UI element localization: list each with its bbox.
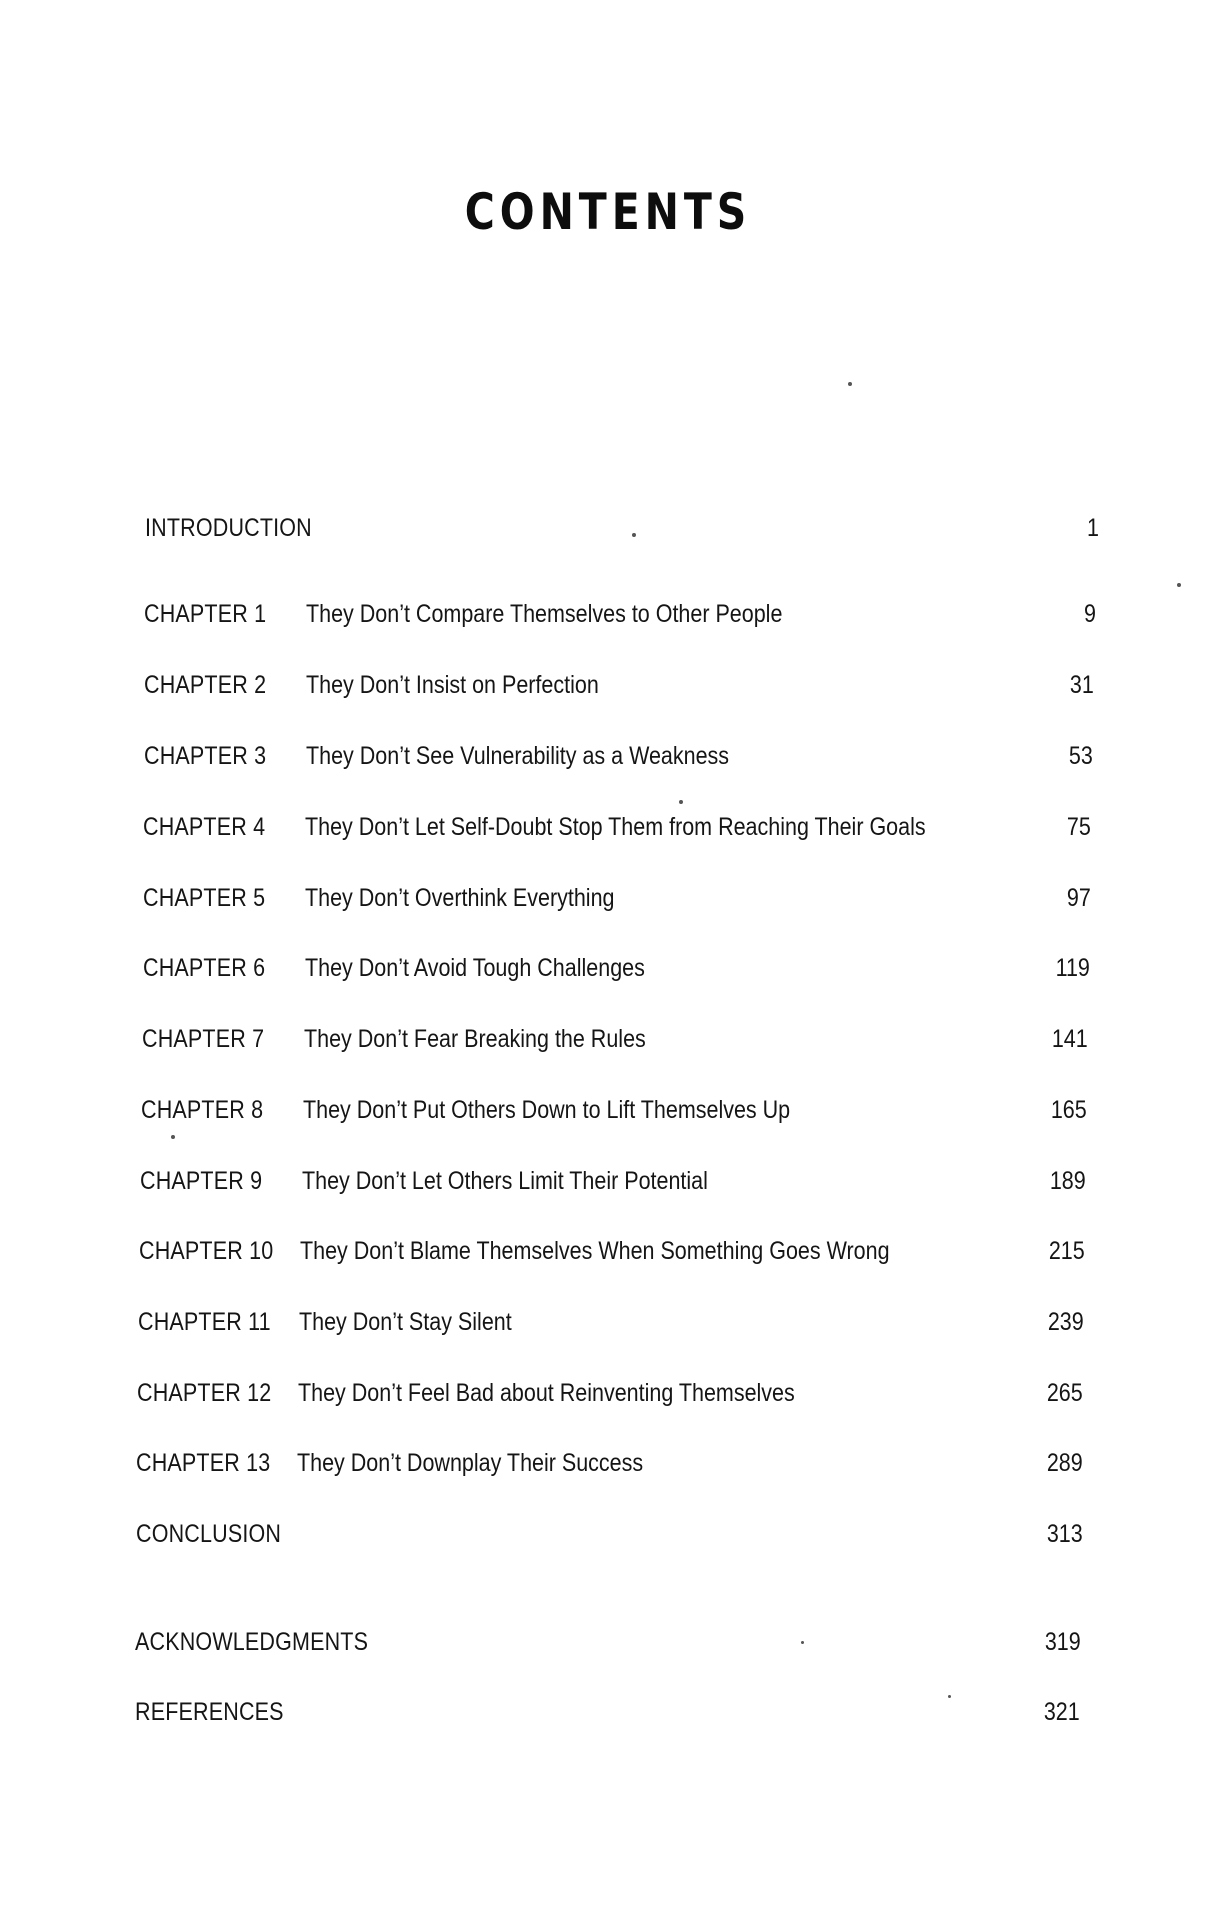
scan-speck [948,1695,951,1698]
entry-label: CHAPTER 10 [139,1237,274,1265]
entry-page-number: 321 [1044,1698,1080,1726]
entry-label: CHAPTER 1 [144,600,267,628]
entry-label: CHAPTER 6 [143,954,266,982]
entry-page-number: 75 [1067,813,1091,841]
entry-label: CHAPTER 7 [142,1025,265,1053]
entry-page-number: 141 [1052,1025,1088,1053]
entry-page-number: 239 [1048,1308,1084,1336]
entry-page-number: 313 [1047,1520,1083,1548]
entry-label: CHAPTER 4 [143,813,266,841]
entry-title: They Don’t Downplay Their Success [297,1449,644,1477]
entry-title: They Don’t Put Others Down to Lift Themselves Up [303,1096,791,1124]
toc-entry-chapter-9 [0,1161,1216,1201]
entry-page-number: 53 [1069,742,1093,770]
entry-title: They Don’t Avoid Tough Challenges [305,954,645,982]
entry-title: They Don’t Blame Themselves When Something Goes Wrong [300,1237,890,1265]
entry-page-number: 119 [1055,954,1090,982]
entry-page-number: 1 [1087,514,1099,542]
toc-entry-chapter-1 [0,594,1216,634]
toc-entry-references [0,1692,1216,1732]
entry-label: CONCLUSION [136,1520,282,1548]
scan-speck [801,1641,804,1644]
toc-entry-chapter-12 [0,1373,1216,1413]
toc-entry-chapter-3 [0,736,1216,776]
entry-title: They Don’t Feel Bad about Reinventing Themselves [298,1379,795,1407]
entry-page-number: 189 [1050,1167,1086,1195]
entry-label: CHAPTER 2 [144,671,267,699]
scan-speck [1177,583,1181,587]
entry-label: CHAPTER 5 [143,884,266,912]
entry-title: They Don’t See Vulnerability as a Weakness [306,742,730,770]
entry-title: They Don’t Insist on Perfection [306,671,599,699]
entry-page-number: 265 [1047,1379,1083,1407]
entry-title: They Don’t Let Others Limit Their Potential [302,1167,708,1195]
entry-label: CHAPTER 3 [144,742,267,770]
entry-page-number: 9 [1084,600,1096,628]
toc-entry-chapter-13 [0,1443,1216,1483]
entry-label: CHAPTER 8 [141,1096,264,1124]
toc-entry-chapter-11 [0,1302,1216,1342]
entry-label: ACKNOWLEDGMENTS [135,1628,369,1656]
entry-title: They Don’t Compare Themselves to Other People [306,600,783,628]
scan-speck [679,800,683,804]
toc-entry-acknowledgments [0,1622,1216,1662]
entry-title: They Don’t Let Self-Doubt Stop Them from Reaching Their Goals [305,813,926,841]
entry-label: REFERENCES [135,1698,284,1726]
entry-label: CHAPTER 12 [137,1379,272,1407]
toc-entry-conclusion [0,1514,1216,1554]
toc-entry-chapter-7 [0,1019,1216,1059]
entry-page-number: 319 [1045,1628,1081,1656]
toc-entry-chapter-4 [0,807,1216,847]
toc-entry-chapter-8 [0,1090,1216,1130]
scan-speck [848,382,852,386]
toc-entry-chapter-10 [0,1231,1216,1271]
toc-entry-chapter-5 [0,878,1216,918]
entry-title: They Don’t Stay Silent [299,1308,512,1336]
scan-speck [171,1135,175,1139]
toc-entry-chapter-6 [0,948,1216,988]
entry-label: INTRODUCTION [145,514,312,542]
entry-page-number: 289 [1047,1449,1083,1477]
entry-label: CHAPTER 9 [140,1167,263,1195]
toc-entry-introduction [0,508,1216,548]
page-title: CONTENTS [464,183,752,241]
entry-title: They Don’t Fear Breaking the Rules [304,1025,646,1053]
entry-page-number: 165 [1051,1096,1087,1124]
entry-title: They Don’t Overthink Everything [305,884,615,912]
entry-page-number: 97 [1067,884,1091,912]
entry-label: CHAPTER 11 [138,1308,271,1336]
entry-page-number: 31 [1070,671,1094,699]
entry-page-number: 215 [1049,1237,1085,1265]
toc-entry-chapter-2 [0,665,1216,705]
scan-speck [632,533,636,537]
entry-label: CHAPTER 13 [136,1449,271,1477]
